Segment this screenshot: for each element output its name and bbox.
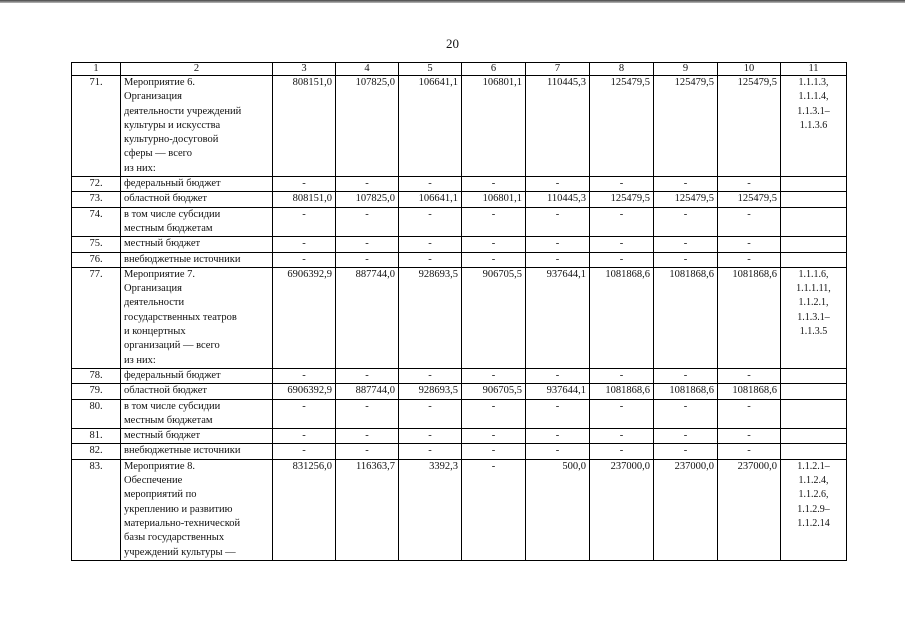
column-header: 5 bbox=[399, 63, 462, 76]
value-cell: - bbox=[273, 252, 336, 267]
value-cell: - bbox=[336, 237, 399, 252]
value-cell: 1081868,6 bbox=[590, 267, 654, 368]
column-header: 3 bbox=[273, 63, 336, 76]
value-cell: 125479,5 bbox=[718, 76, 781, 177]
row-number: 78. bbox=[72, 368, 121, 383]
value-cell: 116363,7 bbox=[336, 459, 399, 560]
row-number: 73. bbox=[72, 192, 121, 207]
table-row bbox=[72, 384, 847, 399]
column-header: 10 bbox=[718, 63, 781, 76]
value-cell: 125479,5 bbox=[654, 76, 718, 177]
value-cell: 106801,1 bbox=[462, 76, 526, 177]
value-cell: - bbox=[718, 368, 781, 383]
value-cell: - bbox=[399, 237, 462, 252]
value-cell: - bbox=[273, 444, 336, 459]
value-cell: 887744,0 bbox=[336, 384, 399, 399]
value-cell: - bbox=[462, 444, 526, 459]
table-row bbox=[72, 252, 847, 267]
value-cell: 106801,1 bbox=[462, 192, 526, 207]
value-cell: 906705,5 bbox=[462, 384, 526, 399]
row-number: 79. bbox=[72, 384, 121, 399]
table-row bbox=[72, 207, 847, 237]
value-cell: - bbox=[399, 444, 462, 459]
row-label: Мероприятие 8. Обеспечение мероприятий по укреплению и развитию материально-технической базы государственных учреждений культуры — bbox=[121, 459, 273, 560]
row-label: местный бюджет bbox=[121, 237, 273, 252]
row-label: внебюджетные источники bbox=[121, 444, 273, 459]
value-cell: - bbox=[399, 207, 462, 237]
table-row bbox=[72, 444, 847, 459]
value-cell: - bbox=[526, 429, 590, 444]
scan-edge bbox=[0, 0, 905, 3]
table-row bbox=[72, 192, 847, 207]
value-cell: 928693,5 bbox=[399, 384, 462, 399]
value-cell: - bbox=[399, 399, 462, 429]
row-label: внебюджетные источники bbox=[121, 252, 273, 267]
value-cell: - bbox=[590, 399, 654, 429]
row-number: 81. bbox=[72, 429, 121, 444]
value-cell: 6906392,9 bbox=[273, 384, 336, 399]
row-number: 77. bbox=[72, 267, 121, 368]
table-row bbox=[72, 459, 847, 560]
value-cell: 887744,0 bbox=[336, 267, 399, 368]
value-cell: - bbox=[718, 177, 781, 192]
value-cell: - bbox=[462, 429, 526, 444]
value-cell: - bbox=[399, 177, 462, 192]
value-cell: 106641,1 bbox=[399, 76, 462, 177]
column-header: 11 bbox=[781, 63, 847, 76]
table-row bbox=[72, 76, 847, 177]
table-row bbox=[72, 429, 847, 444]
value-cell: - bbox=[399, 429, 462, 444]
row-label: областной бюджет bbox=[121, 384, 273, 399]
value-cell: - bbox=[273, 399, 336, 429]
row-label: в том числе субсидии местным бюджетам bbox=[121, 399, 273, 429]
value-cell: - bbox=[590, 177, 654, 192]
value-cell: - bbox=[399, 252, 462, 267]
reference-cell bbox=[781, 368, 847, 383]
value-cell: - bbox=[718, 444, 781, 459]
value-cell: - bbox=[399, 368, 462, 383]
value-cell: - bbox=[590, 368, 654, 383]
page-number: 20 bbox=[446, 36, 459, 51]
row-number: 76. bbox=[72, 252, 121, 267]
value-cell: - bbox=[336, 207, 399, 237]
table-body bbox=[72, 76, 847, 561]
value-cell: - bbox=[462, 237, 526, 252]
value-cell: - bbox=[462, 252, 526, 267]
value-cell: - bbox=[654, 429, 718, 444]
value-cell: - bbox=[462, 207, 526, 237]
value-cell: - bbox=[336, 429, 399, 444]
row-number: 74. bbox=[72, 207, 121, 237]
value-cell: 237000,0 bbox=[590, 459, 654, 560]
value-cell: 1081868,6 bbox=[654, 267, 718, 368]
value-cell: - bbox=[273, 429, 336, 444]
value-cell: - bbox=[590, 207, 654, 237]
value-cell: 1081868,6 bbox=[718, 384, 781, 399]
column-number-row bbox=[72, 63, 847, 76]
column-header: 8 bbox=[590, 63, 654, 76]
table-row bbox=[72, 399, 847, 429]
reference-cell bbox=[781, 177, 847, 192]
value-cell: - bbox=[654, 207, 718, 237]
value-cell: 125479,5 bbox=[590, 192, 654, 207]
value-cell: - bbox=[273, 368, 336, 383]
value-cell: - bbox=[336, 252, 399, 267]
reference-cell bbox=[781, 252, 847, 267]
reference-cell bbox=[781, 399, 847, 429]
table-row bbox=[72, 368, 847, 383]
reference-cell bbox=[781, 444, 847, 459]
row-label: Мероприятие 6. Организация деятельности учреждений культуры и искусства культурно-досуговой сферы — всего из них: bbox=[121, 76, 273, 177]
row-number: 72. bbox=[72, 177, 121, 192]
value-cell: 6906392,9 bbox=[273, 267, 336, 368]
value-cell: 125479,5 bbox=[718, 192, 781, 207]
value-cell: 500,0 bbox=[526, 459, 590, 560]
value-cell: - bbox=[718, 429, 781, 444]
value-cell: - bbox=[526, 252, 590, 267]
row-label: федеральный бюджет bbox=[121, 368, 273, 383]
value-cell: - bbox=[654, 237, 718, 252]
value-cell: - bbox=[336, 399, 399, 429]
value-cell: - bbox=[718, 252, 781, 267]
value-cell: - bbox=[590, 429, 654, 444]
value-cell: 1081868,6 bbox=[590, 384, 654, 399]
value-cell: - bbox=[526, 237, 590, 252]
value-cell: - bbox=[526, 444, 590, 459]
row-number: 71. bbox=[72, 76, 121, 177]
value-cell: - bbox=[336, 368, 399, 383]
value-cell: 125479,5 bbox=[590, 76, 654, 177]
value-cell: 928693,5 bbox=[399, 267, 462, 368]
value-cell: - bbox=[718, 207, 781, 237]
value-cell: - bbox=[273, 237, 336, 252]
value-cell: 937644,1 bbox=[526, 384, 590, 399]
value-cell: 110445,3 bbox=[526, 76, 590, 177]
value-cell: - bbox=[654, 368, 718, 383]
row-label: федеральный бюджет bbox=[121, 177, 273, 192]
table-row bbox=[72, 267, 847, 368]
value-cell: - bbox=[336, 177, 399, 192]
value-cell: 906705,5 bbox=[462, 267, 526, 368]
value-cell: 1081868,6 bbox=[654, 384, 718, 399]
table-row bbox=[72, 177, 847, 192]
reference-cell: 1.1.2.1–1.1.2.4, 1.1.2.6, 1.1.2.9– 1.1.2.14 bbox=[781, 459, 847, 560]
reference-cell: 1.1.1.3, 1.1.1.4, 1.1.3.1–1.1.3.6 bbox=[781, 76, 847, 177]
value-cell: - bbox=[526, 399, 590, 429]
value-cell: 808151,0 bbox=[273, 76, 336, 177]
value-cell: 110445,3 bbox=[526, 192, 590, 207]
value-cell: - bbox=[336, 444, 399, 459]
value-cell: 3392,3 bbox=[399, 459, 462, 560]
column-header: 9 bbox=[654, 63, 718, 76]
value-cell: 107825,0 bbox=[336, 192, 399, 207]
column-header: 4 bbox=[336, 63, 399, 76]
budget-table bbox=[71, 62, 847, 561]
value-cell: - bbox=[718, 237, 781, 252]
value-cell: 808151,0 bbox=[273, 192, 336, 207]
row-number: 82. bbox=[72, 444, 121, 459]
row-label: в том числе субсидии местным бюджетам bbox=[121, 207, 273, 237]
row-number: 75. bbox=[72, 237, 121, 252]
value-cell: 125479,5 bbox=[654, 192, 718, 207]
value-cell: 831256,0 bbox=[273, 459, 336, 560]
value-cell: - bbox=[526, 207, 590, 237]
row-label: областной бюджет bbox=[121, 192, 273, 207]
row-number: 83. bbox=[72, 459, 121, 560]
value-cell: - bbox=[654, 399, 718, 429]
value-cell: - bbox=[654, 444, 718, 459]
value-cell: 237000,0 bbox=[654, 459, 718, 560]
row-number: 80. bbox=[72, 399, 121, 429]
value-cell: - bbox=[462, 368, 526, 383]
value-cell: 237000,0 bbox=[718, 459, 781, 560]
reference-cell bbox=[781, 384, 847, 399]
value-cell: - bbox=[590, 237, 654, 252]
reference-cell bbox=[781, 237, 847, 252]
column-header: 2 bbox=[121, 63, 273, 76]
column-header: 1 bbox=[72, 63, 121, 76]
column-header: 6 bbox=[462, 63, 526, 76]
value-cell: 107825,0 bbox=[336, 76, 399, 177]
value-cell: 106641,1 bbox=[399, 192, 462, 207]
value-cell: - bbox=[526, 177, 590, 192]
value-cell: 937644,1 bbox=[526, 267, 590, 368]
reference-cell: 1.1.1.6, 1.1.1.11, 1.1.2.1, 1.1.3.1– 1.1.3.5 bbox=[781, 267, 847, 368]
reference-cell bbox=[781, 429, 847, 444]
value-cell: - bbox=[273, 207, 336, 237]
column-header: 7 bbox=[526, 63, 590, 76]
value-cell: - bbox=[462, 177, 526, 192]
value-cell: - bbox=[590, 444, 654, 459]
value-cell: - bbox=[654, 177, 718, 192]
value-cell: - bbox=[462, 399, 526, 429]
value-cell: - bbox=[462, 459, 526, 560]
value-cell: - bbox=[590, 252, 654, 267]
value-cell: 1081868,6 bbox=[718, 267, 781, 368]
row-label: местный бюджет bbox=[121, 429, 273, 444]
row-label: Мероприятие 7. Организация деятельности государственных театров и концертных организаций — всего из них: bbox=[121, 267, 273, 368]
value-cell: - bbox=[654, 252, 718, 267]
reference-cell bbox=[781, 207, 847, 237]
reference-cell bbox=[781, 192, 847, 207]
value-cell: - bbox=[718, 399, 781, 429]
table-row bbox=[72, 237, 847, 252]
value-cell: - bbox=[273, 177, 336, 192]
value-cell: - bbox=[526, 368, 590, 383]
